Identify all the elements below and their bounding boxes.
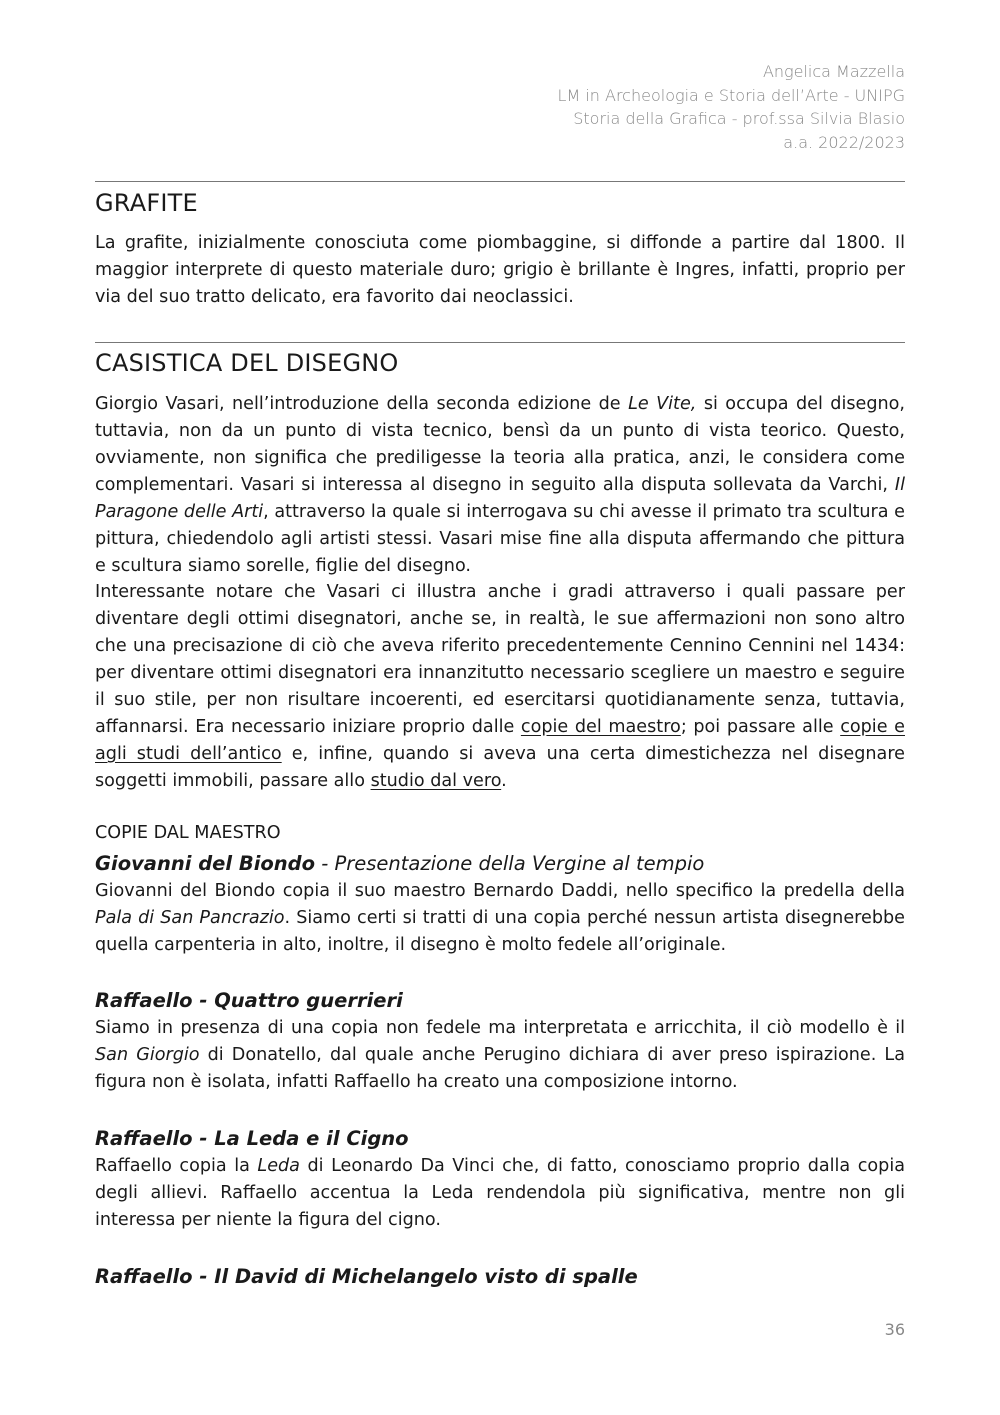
work-title: Raffaello - Il David di Michelangelo visto di spalle — [95, 1265, 638, 1288]
section-divider — [95, 342, 905, 343]
section-title-casistica: CASISTICA DEL DISEGNO — [95, 349, 399, 377]
paragraph-grafite: La grafite, inizialmente conosciuta come piombaggine, si diffonde a partire dal 1800. Il maggior interprete di questo materiale duro; grigio è brillante è Ingres, infatti, proprio per via del suo tratto delicato, era favorito dai neoclassici. — [95, 233, 905, 307]
course-name: LM in Archeologia e Storia dell’Arte - UNIPG — [557, 85, 905, 105]
author-name: Angelica Mazzella — [762, 62, 905, 81]
work-title: Raffaello - Quattro guerrieri — [95, 989, 403, 1012]
section-title-grafite: GRAFITE — [95, 189, 198, 217]
page-number: 36 — [884, 1320, 905, 1339]
paragraph-work: Raffaello copia la Leda di Leonardo Da Vinci che, di fatto, conosciamo proprio dalla copia degli allievi. Raffaello accentua la Leda rendendola più significativa, mentre non gli interessa per niente la figura del cigno. — [95, 1156, 905, 1230]
section-divider — [95, 181, 905, 182]
paragraph-work: Giovanni del Biondo copia il suo maestro Bernardo Daddi, nello specifico la predella della Pala di San Pancrazio. Siamo certi si tratti di una copia perché nessun artista disegnerebbe quella carpenteria in alto, inoltre, il disegno è molto fedele all’originale. — [95, 881, 905, 955]
underlined-term: copie del maestro — [520, 717, 681, 737]
subject-name: Storia della Grafica - prof.ssa Silvia Blasio — [573, 109, 905, 128]
underlined-term: studio dal vero — [370, 771, 502, 791]
paragraph-work: Siamo in presenza di una copia non fedele ma interpretata e arricchita, il ciò modello è il San Giorgio di Donatello, dal quale anche Perugino dichiara di aver preso ispirazione. La figura non è isolata, infatti Raffaello ha creato una composizione intorno. — [95, 1018, 905, 1092]
page-header — [558, 60, 905, 154]
academic-year: a.a. 2022/2023 — [783, 132, 905, 152]
paragraph-gradi: Interessante notare che Vasari ci illustra anche i gradi attraverso i quali passare per diventare degli ottimi disegnatori, anche se, in realtà, le sue affermazioni non sono altro che una precisazione di ciò che aveva riferito precedentemente Cennino Cennini nel 1434: per diventare ottimi disegnatori era innanzitutto necessario scegliere un maestro e seguire il suo stile, per non risultare incoerenti, ed esercitarsi quotidianamente senza, tuttavia, affannarsi. Era necessario iniziare proprio dalle copie del maestro; poi passare alle copie e agli studi dell’antico e, infine, quando si aveva una certa dimestichezza nel disegnare soggetti immobili, passare allo studio dal vero. — [95, 582, 905, 791]
paragraph-vasari: Giorgio Vasari, nell’introduzione della seconda edizione de Le Vite, si occupa del disegno, tuttavia, non da un punto di vista tecnico, bensì da un punto di vista teorico. Questo, ovviamente, non significa che prediligesse la teoria alla pratica, anzi, le considera come complementari. Vasari si interessa al disegno in seguito alla disputa sollevata da Varchi, Il Paragone delle Arti, attraverso la quale si interrogava su chi avesse il primato tra scultura e pittura, chiedendolo agli artisti stessi. Vasari mise fine alla disputa affermando che pittura e scultura siamo sorelle, figlie del disegno. — [95, 394, 905, 576]
work-title: Giovanni del Biondo - Presentazione della Vergine al tempio — [95, 852, 705, 875]
underlined-term: copie e agli studi dell’antico — [95, 717, 905, 764]
work-title: Raffaello - La Leda e il Cigno — [95, 1127, 409, 1150]
subheading-copie: COPIE DAL MAESTRO — [95, 823, 281, 843]
